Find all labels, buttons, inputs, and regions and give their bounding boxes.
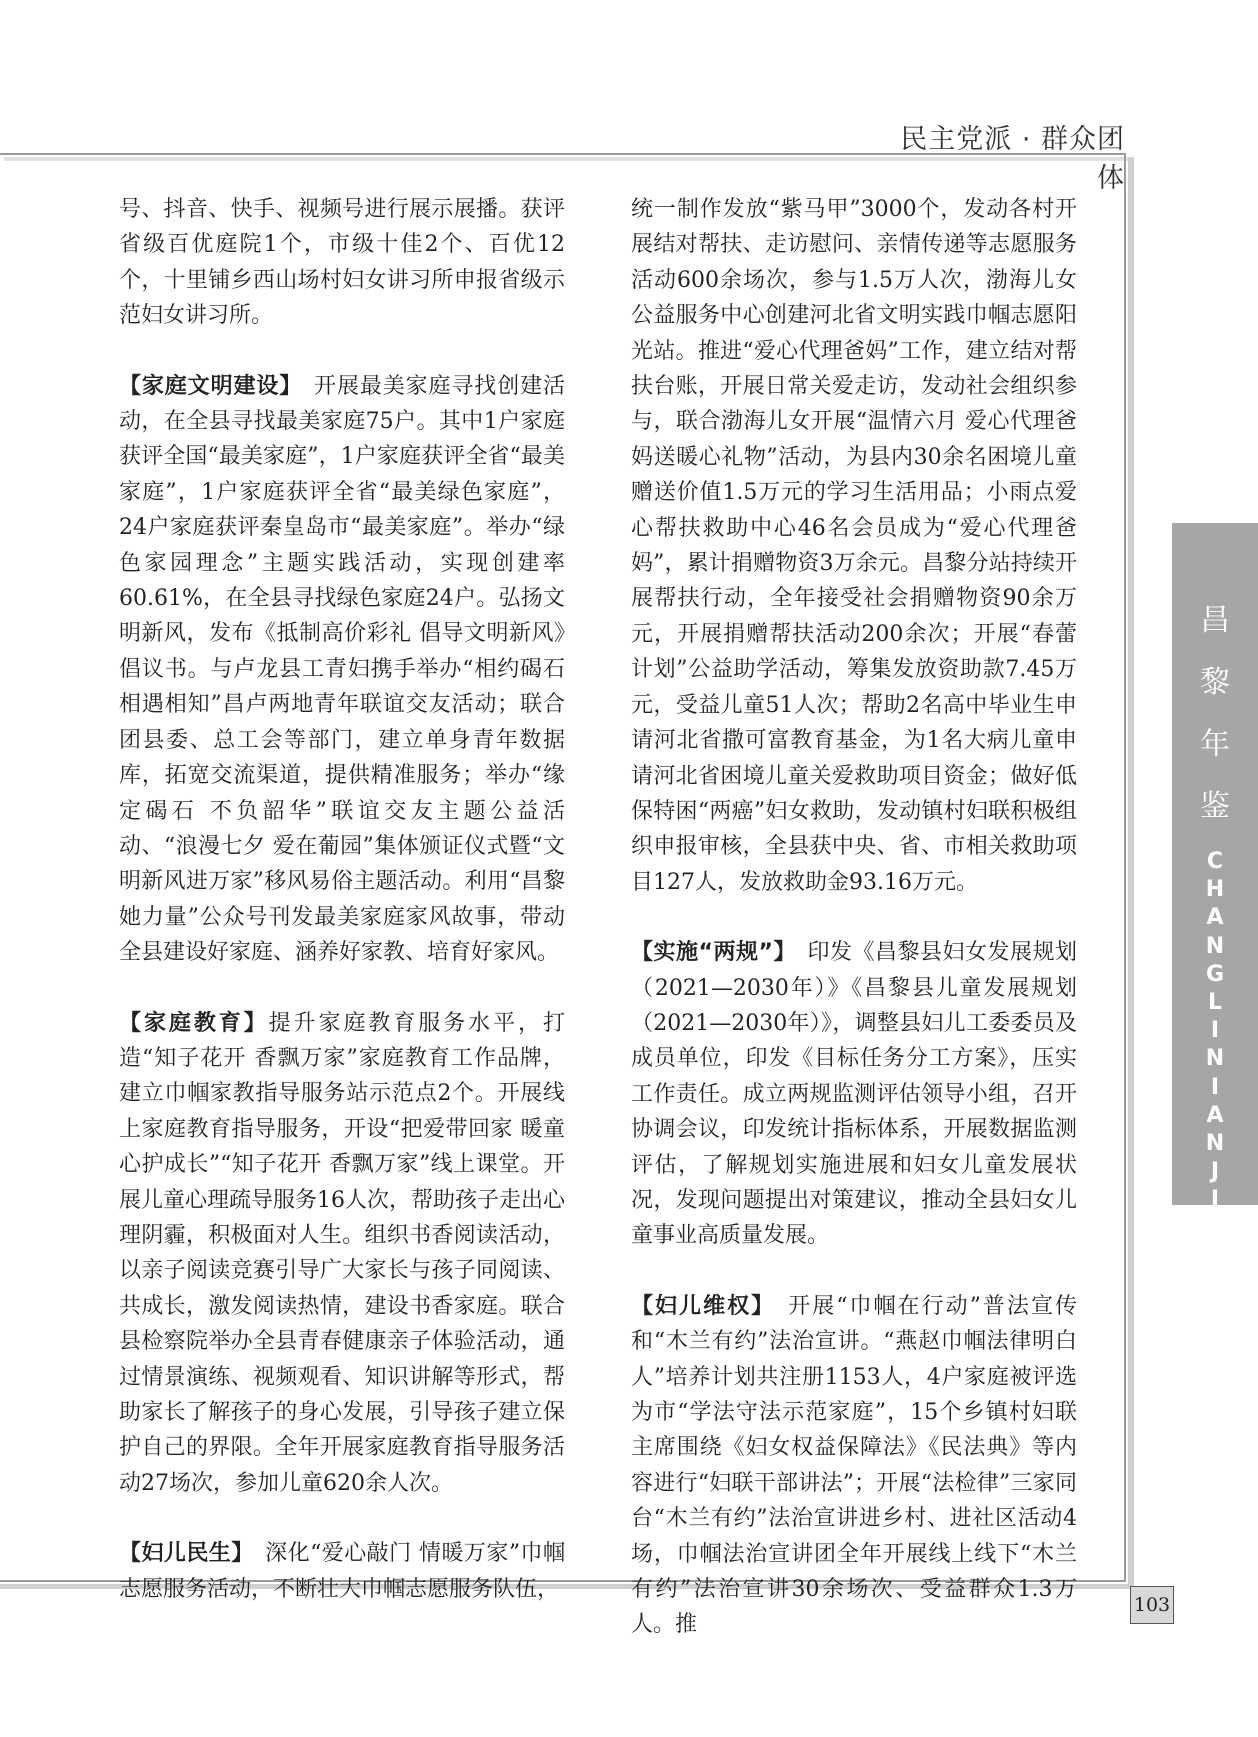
side-letter: G bbox=[1205, 961, 1225, 987]
frame-top-shadow bbox=[4, 157, 1134, 161]
section-heading-two-plans: 【实施“两规”】 bbox=[631, 940, 785, 966]
side-char: 年 bbox=[1200, 727, 1230, 762]
left-p1-text: 号、抖音、快手、视频号进行展示展播。获评省级百优庭院1个，市级十佳2个、百优12个，十里铺乡西山场村妇女讲习所申报省级示范妇女讲习所。 bbox=[119, 197, 565, 329]
side-letter: A bbox=[1206, 1215, 1224, 1241]
right-paragraph-2 bbox=[631, 935, 1077, 1254]
right-paragraph-1 bbox=[631, 192, 1077, 900]
right-paragraph-3 bbox=[631, 1289, 1077, 1643]
side-letter: A bbox=[1206, 905, 1224, 931]
left-column bbox=[119, 192, 565, 1642]
left-paragraph-1 bbox=[119, 192, 565, 334]
side-letter: I bbox=[1210, 1018, 1220, 1044]
left-paragraph-4 bbox=[119, 1536, 565, 1607]
side-char: 鉴 bbox=[1200, 789, 1230, 824]
right-column bbox=[631, 192, 1077, 1678]
side-letter: I bbox=[1210, 1074, 1220, 1100]
left-p3-text: 提升家庭教育服务水平，打造“知子花开 香飘万家”家庭教育工作品牌，建立巾帼家教指导服务站示范点2个。开展线上家庭教育指导服务，开设“把爱带回家 暖童心护成长”“知子花开 香飘万家”线上课堂。开展儿童心理疏导服务16人次，帮助孩子走出心理阴霾，积极面对人生。组织书香阅读活动，以亲子阅读竞赛引导广大家长与孩子同阅读、共成长，激发阅读热情，建设书香家庭。联合县检察院举办全县青春健康亲子体验活动，通过情景演练、视频观看、知识讲解等形式，帮助家长了解孩子的身心发展，引导孩子建立保护自己的界限。全年开展家庭教育指导服务活动27场次，参加儿童620余人次。 bbox=[119, 1010, 565, 1496]
left-paragraph-3 bbox=[119, 1006, 565, 1502]
side-letter: A bbox=[1206, 1102, 1224, 1128]
frame-top-line bbox=[0, 153, 1126, 155]
side-letter: C bbox=[1206, 849, 1224, 874]
frame-right-line bbox=[1124, 153, 1126, 1582]
right-p1-text: 统一制作发放“紫马甲”3000个，发动各村开展结对帮扶、走访慰问、亲情传递等志愿服务活动600余场次，参与1.5万人次，渤海儿女公益服务中心创建河北省文明实践巾帼志愿阳光站。推进“爱心代理爸妈”工作，建立结对帮扶台账，开展日常关爱走访，发动社会组织参与，联合渤海儿女开展“温情六月 爱心代理爸妈送暖心礼物”活动，为县内30余名困境儿童赠送价值1.5万元的学习生活用品；小雨点爱心帮扶救助中心46名会员成为“爱心代理爸妈”，累计捐赠物资3万余元。昌黎分站持续开展帮扶行动，全年接受社会捐赠物资90余万元，开展捐赠帮扶活动200余次；开展“春蕾计划”公益助学活动，筹集发放资助款7.45万元，受益儿童51人次；帮助2名高中毕业生申请河北省撒可富教育基金，为1名大病儿童申请河北省困境儿童关爱救助项目资金；做好低保特困“两癌”妇女救助，发动镇村妇联积极组织申报审核，全县获中央、省、市相关救助项目127人，发放救助金93.16万元。 bbox=[631, 197, 1077, 895]
left-p4-text: 深化“爱心敲门 情暖万家”巾帼志愿服务活动，不断壮大巾帼志愿服务队伍， bbox=[119, 1541, 565, 1602]
left-p2-text: 开展最美家庭寻找创建活动，在全县寻找最美家庭75户。其中1户家庭获评全国“最美家庭”，1户家庭获评全省“最美家庭”，1户家庭获评全省“最美绿色家庭”，24户家庭获评秦皇岛市“最美家庭”。举办“绿色家园理念”主题实践活动，实现创建率60.61%，在全县寻找绿色家庭24户。弘扬文明新风，发布《抵制高价彩礼 倡导文明新风》倡议书。与卢龙县工青妇携手举办“相约碣石 相遇相知”昌卢两地青年联谊交友活动；联合团县委、总工会等部门，建立单身青年数据库，拓宽交流渠道，提供精准服务；举办“缘定碣石 不负韶华”联谊交友主题公益活动、“浪漫七夕 爱在葡园”集体颁证仪式暨“文明新风进万家”移风易俗主题活动。利用“昌黎她力量”公众号刊发最美家庭家风故事，带动全县建设好家庭、涵养好家教、培育好家风。 bbox=[119, 373, 565, 966]
section-heading-rights-protection: 【妇儿维权】 bbox=[631, 1293, 765, 1319]
side-letter: N bbox=[1205, 1046, 1225, 1072]
side-letter: H bbox=[1205, 877, 1225, 903]
page-number: 103 bbox=[1130, 1586, 1174, 1624]
side-letter: N bbox=[1205, 1243, 1225, 1269]
side-letter: L bbox=[1207, 990, 1223, 1016]
side-letter: I bbox=[1210, 1187, 1220, 1213]
side-tab-pinyin bbox=[1172, 848, 1258, 1271]
section-heading-family-civilization: 【家庭文明建设】 bbox=[119, 373, 292, 399]
right-p2-text: 印发《昌黎县妇女发展规划（2021—2030年）》《昌黎县儿童发展规划（2021—2030年）》，调整县妇儿工委委员及成员单位，印发《目标任务分工方案》，压实工作责任。成立两规监测评估领导小组，召开协调会议，印发统计指标体系，开展数据监测评估，了解规划实施进展和妇女儿童发展状况，发现问题提出对策建议，推动全县妇女儿童事业高质量发展。 bbox=[631, 940, 1077, 1249]
side-char: 昌 bbox=[1200, 603, 1230, 638]
side-letter: N bbox=[1205, 933, 1225, 959]
side-letter: N bbox=[1205, 1131, 1225, 1157]
frame-right-shadow bbox=[1128, 157, 1134, 1586]
side-char: 黎 bbox=[1200, 665, 1230, 700]
right-p3-text: 开展“巾帼在行动”普法宣传和“木兰有约”法治宣讲。“燕赵巾帼法律明白人”培养计划共注册1153人，4户家庭被评选为市“学法守法示范家庭”，15个乡镇村妇联主席围绕《妇女权益保障法》《民法典》等内容进行“妇联干部讲法”；开展“法检律”三家同台“木兰有约”法治宣讲进乡村、进社区活动4场，巾帼法治宣讲团全年开展线上线下“木兰有约”法治宣讲30余场次、受益群众1.3万人。推 bbox=[631, 1293, 1077, 1638]
left-paragraph-2 bbox=[119, 369, 565, 971]
section-heading-family-education: 【家庭教育】 bbox=[119, 1010, 269, 1036]
header-section-title: 民主党派 · 群众团体 bbox=[900, 124, 1125, 194]
side-tab-chinese bbox=[1172, 590, 1258, 838]
section-heading-livelihood: 【妇儿民生】 bbox=[119, 1541, 243, 1567]
side-letter: J bbox=[1210, 1159, 1220, 1185]
